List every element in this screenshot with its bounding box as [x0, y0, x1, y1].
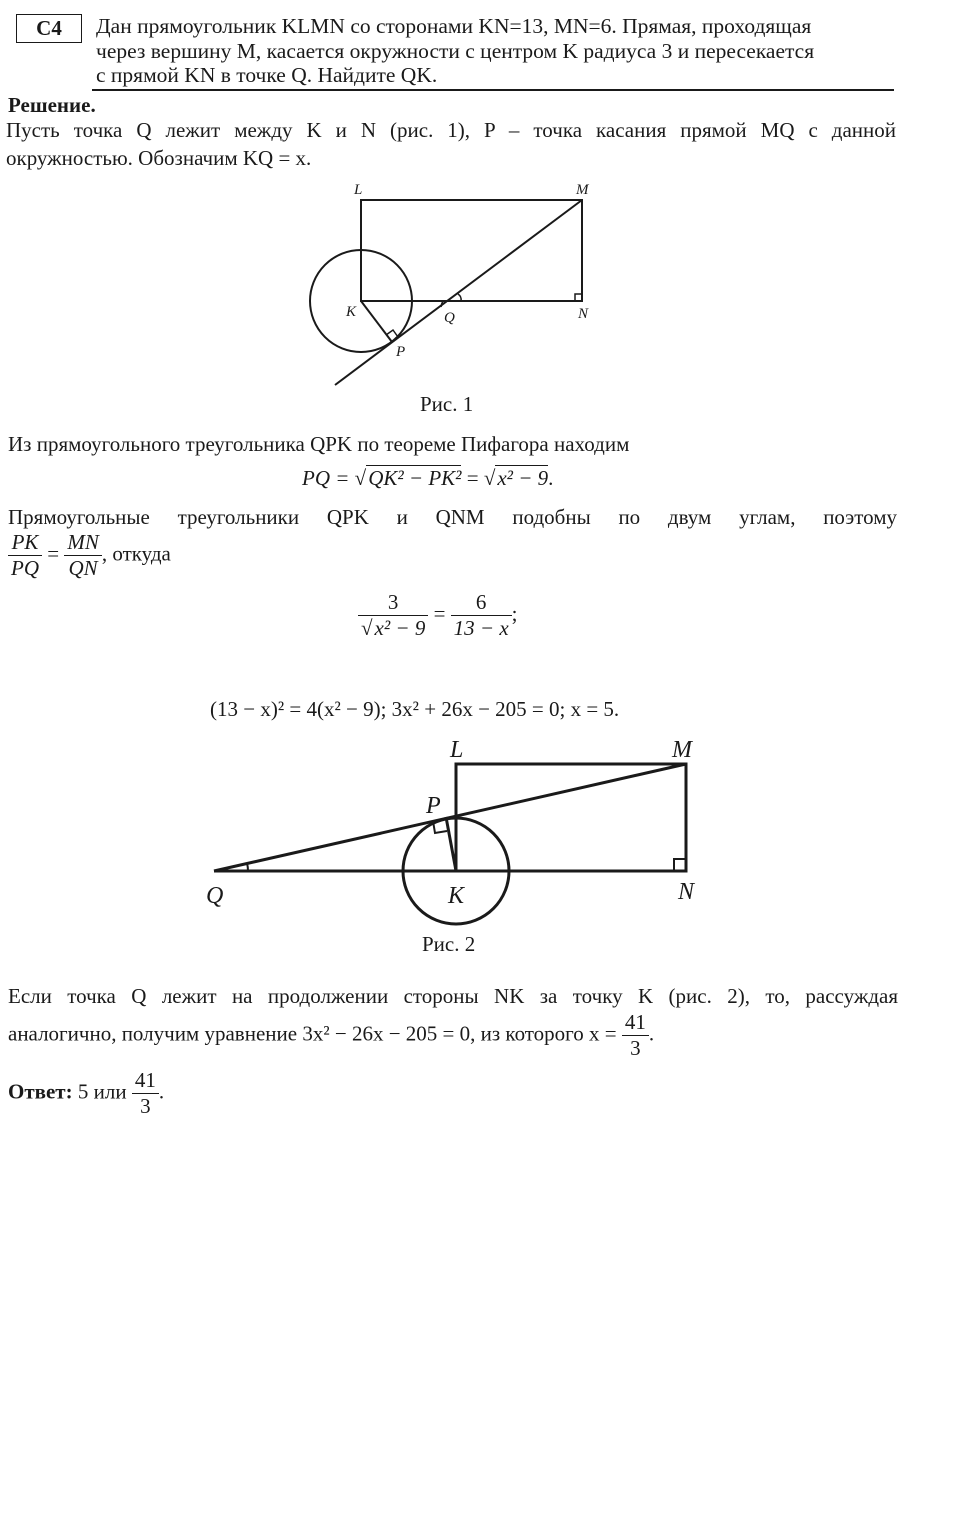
fig2-label-q: Q [206, 883, 224, 909]
case2-fraction-num: 41 [622, 1010, 649, 1036]
task-condition-line-2: через вершину M, касается окружности с центром K радиуса 3 и пересекается [96, 39, 815, 63]
equation-num-1: 3 [358, 590, 428, 616]
answer-fraction-num: 41 [132, 1068, 159, 1094]
ratio-tail: , откуда [101, 541, 171, 566]
similar-triangles-text: Прямоугольные треугольники QPK и QNM подобны по двум углам, поэтому [8, 505, 897, 529]
case2-line-1: Если точка Q лежит на продолжении стороны NK за точку K (рис. 2), то, рассуждая [8, 984, 898, 1008]
figure-1 [300, 180, 610, 395]
task-condition-line-3: с прямой KN в точке Q. Найдите QK. [96, 63, 438, 87]
pythagoras-lhs: PQ = [302, 466, 350, 490]
fig2-label-p: P [426, 793, 441, 819]
fig1-label-n: N [578, 306, 589, 322]
solution-intro-line-2: окружностью. Обозначим KQ = x. [6, 146, 312, 170]
solution-intro-line-1: Пусть точка Q лежит между K и N (рис. 1), P – точка касания прямой MQ с данной [6, 118, 896, 142]
fig1-radius-kp [361, 301, 392, 342]
task-condition-line-1: Дан прямоугольник KLMN со сторонами KN=13, MN=6. Прямая, проходящая [96, 14, 812, 38]
equation-tail: ; [511, 601, 518, 626]
ratio-eq: = [47, 541, 60, 566]
figure-2-caption: Рис. 2 [422, 932, 476, 956]
answer-label: Ответ: [8, 1079, 73, 1104]
answer-end: . [158, 1079, 165, 1104]
equation-den-1: x² − 9 [374, 616, 426, 640]
pythagoras-text: Из прямоугольного треугольника QPK по теореме Пифагора находим [8, 432, 630, 456]
fig1-label-k: K [346, 304, 357, 320]
fig1-tangent-line [335, 200, 582, 385]
case2-line-2-wrap [8, 1010, 654, 1061]
fig2-label-l: L [450, 737, 464, 763]
ratio-num-2: MN [64, 530, 102, 556]
pythagoras-eq: = [466, 466, 479, 490]
result-line: (13 − x)² = 4(x² − 9); 3x² + 26x − 205 = 0; x = 5. [210, 697, 620, 721]
answer [8, 1068, 164, 1119]
fig2-label-n: N [678, 879, 695, 905]
equation-num-2: 6 [451, 590, 512, 616]
ratio-num-1: PK [8, 530, 42, 556]
fig1-label-q: Q [444, 310, 455, 326]
fig2-angle-arc-q [247, 863, 248, 871]
figure-1-caption: Рис. 1 [420, 392, 474, 416]
header-rule [92, 89, 894, 91]
pythagoras-radicand-1: QK² − PK² [368, 466, 462, 490]
fig2-rectangle [456, 764, 686, 871]
ratio-formula [8, 530, 171, 581]
task-number: C4 [16, 14, 82, 43]
fig1-angle-arc-q2 [458, 294, 461, 301]
answer-text: 5 или [77, 1079, 127, 1104]
solution-heading: Решение. [8, 93, 96, 117]
fig2-label-m: M [672, 737, 692, 763]
fig1-label-m: M [576, 182, 589, 198]
fig2-right-angle-n [674, 859, 686, 871]
pythagoras-end: . [548, 466, 554, 490]
equation-formula: $\frac{3}{\text{√x² − 9}}$ = $\frac{6}{13 - x}$ ; [358, 590, 518, 641]
case2-end: . [648, 1021, 655, 1046]
equation-eq: = [433, 601, 446, 626]
pythagoras-formula: PQ = √QK² − PK² = √x² − 9. [302, 466, 554, 490]
case2-fraction-den: 3 [630, 1036, 641, 1060]
ratio-den-2: QN [68, 556, 98, 580]
case2-line-2: аналогично, получим уравнение 3x² − 26x − 205 = 0, из которого x = [8, 1021, 617, 1046]
answer-fraction-den: 3 [140, 1094, 151, 1118]
ratio-den-1: PQ [11, 556, 39, 580]
equation-den-2: 13 − x [453, 616, 509, 640]
fig1-label-p: P [396, 344, 406, 360]
fig2-label-k: K [448, 883, 465, 909]
fig1-label-l: L [354, 182, 363, 198]
fig1-rectangle [361, 200, 582, 301]
pythagoras-radicand-2: x² − 9 [497, 466, 549, 490]
figure-2 [200, 735, 710, 935]
fig2-tangent-line [214, 764, 686, 871]
fig1-right-angle-n [575, 294, 582, 301]
